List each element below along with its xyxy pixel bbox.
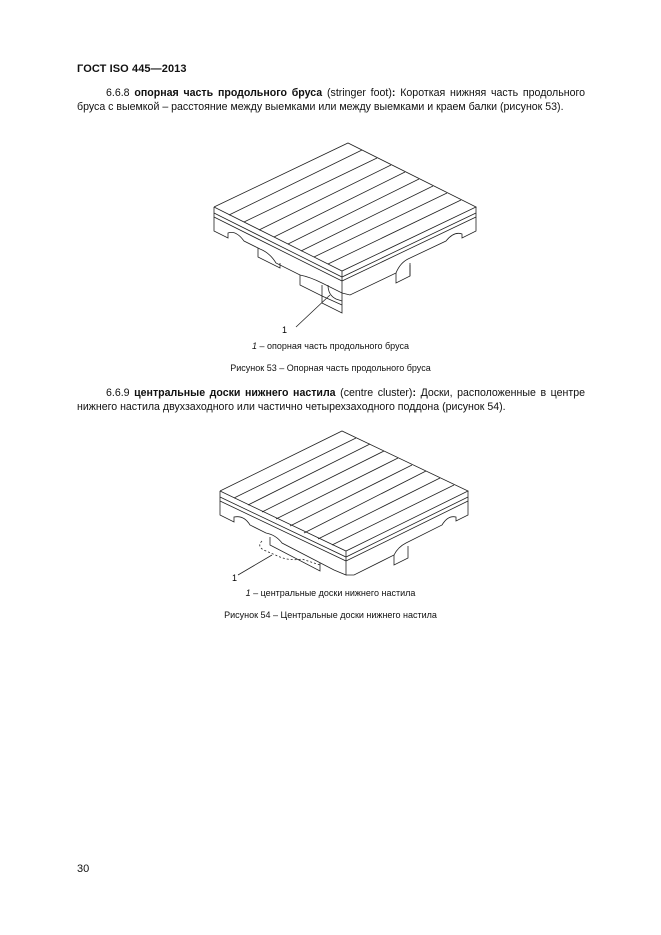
figure-53-legend <box>0 341 661 351</box>
figure-54-pallet-drawing <box>210 425 480 585</box>
figure-54-caption: Рисунок 54 – Центральные доски нижнего настила <box>224 610 437 620</box>
legend-number: 1 <box>245 588 251 598</box>
legend-number: 1 <box>252 341 258 351</box>
figure-54-legend <box>0 588 661 598</box>
document-header: ГОСТ ISO 445—2013 <box>77 63 187 75</box>
figure-53-callout: 1 <box>282 325 288 335</box>
term-colon: : <box>412 387 416 399</box>
term: центральные доски нижнего настила <box>134 387 336 399</box>
section-6-6-9-paragraph <box>77 386 585 414</box>
figure-53-caption: Рисунок 53 – Опорная часть продольного бруса <box>230 363 431 373</box>
term-english: (stringer foot) <box>322 87 392 99</box>
definition: Доски, расположенные в центре нижнего настила двухзаходного или частично четырехзаходного поддона (рисунок 54). <box>77 387 585 413</box>
section-6-6-8-paragraph <box>77 86 585 114</box>
figure-53-pallet-drawing <box>200 135 490 340</box>
legend-text: – центральные доски нижнего настила <box>250 588 416 598</box>
term-colon: : <box>391 87 396 99</box>
section-number: 6.6.9 <box>106 387 130 399</box>
page-number: 30 <box>77 863 90 875</box>
definition: Короткая нижняя часть продольного бруса с выемкой – расстояние между выемками или между выемками и краем балки (рисунок 53). <box>77 87 586 113</box>
term-english: (centre cluster) <box>335 387 413 399</box>
term: опорная часть продольного бруса <box>134 87 323 99</box>
legend-text: – опорная часть продольного бруса <box>257 341 409 351</box>
figure-54-callout: 1 <box>232 573 238 583</box>
section-number: 6.6.8 <box>106 87 130 99</box>
